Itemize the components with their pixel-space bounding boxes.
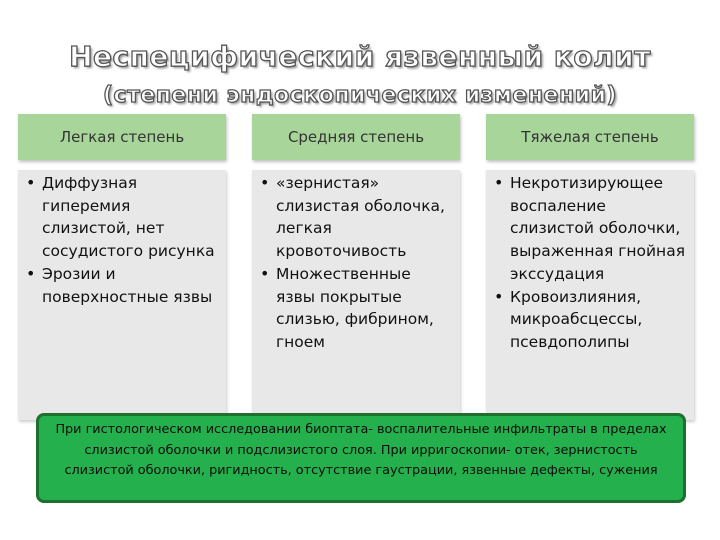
- list-item: • Кровоизлияния, микроабсцессы, псевдополипы: [494, 286, 688, 354]
- page-title: Неспецифический язвенный колит: [69, 40, 651, 73]
- list-item: • Некротизирующее воспаление слизистой оболочки, выраженная гнойная экссудация: [494, 172, 688, 286]
- title-block: [0, 36, 720, 114]
- histology-note: При гистологическом исследовании биоптата- воспалительные инфильтраты в пределах слизистой оболочки и подслизистого слоя. При ирригоскопии- отек, зернистость слизистой оболочки, ригидность, отсутствие гаустрации, язвенные дефекты, сужения: [36, 413, 686, 503]
- column-body-moderate: [252, 170, 460, 420]
- list-item: • Эрозии и поверхностные язвы: [26, 263, 220, 308]
- column-header-mild: Легкая степень: [18, 114, 226, 160]
- column-body-severe: [486, 170, 694, 420]
- column-moderate: [252, 114, 460, 420]
- list-item: • Диффузная гиперемия слизистой, нет сосудистого рисунка: [26, 172, 220, 263]
- bullet-list-mild: [26, 172, 220, 308]
- list-item: • «зернистая» слизистая оболочка, легкая кровоточивость: [260, 172, 454, 263]
- column-mild: [18, 114, 226, 420]
- bullet-list-severe: [494, 172, 688, 354]
- column-header-moderate: Средняя степень: [252, 114, 460, 160]
- bullet-list-moderate: [260, 172, 454, 354]
- page-subtitle: (степени эндоскопических изменений): [102, 83, 618, 108]
- column-severe: [486, 114, 694, 420]
- column-header-severe: Тяжелая степень: [486, 114, 694, 160]
- column-body-mild: [18, 170, 226, 420]
- list-item: • Множественные язвы покрытые слизью, фибрином, гноем: [260, 263, 454, 354]
